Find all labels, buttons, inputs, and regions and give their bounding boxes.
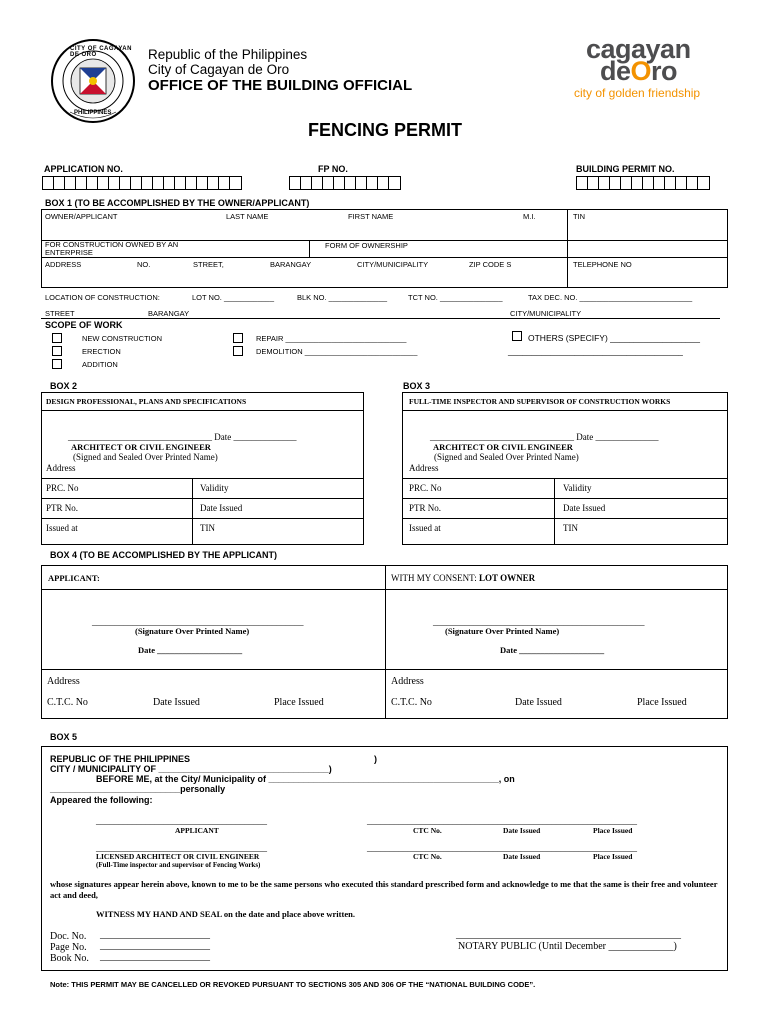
city-field-label: CITY/MUNICIPALITY bbox=[510, 309, 582, 318]
box5-date-issued-label: Date Issued bbox=[503, 826, 541, 835]
telephone-label: TELEPHONE NO bbox=[573, 260, 632, 269]
box2-role: ARCHITECT OR CIVIL ENGINEER bbox=[71, 442, 211, 452]
location-label: LOCATION OF CONSTRUCTION: bbox=[45, 293, 160, 302]
city-label: CITY/MUNICIPALITY bbox=[357, 260, 429, 269]
office-title: OFFICE OF THE BUILDING OFFICIAL bbox=[148, 77, 413, 94]
box3-validity-label: Validity bbox=[563, 483, 592, 493]
box5-republic: REPUBLIC OF THE PHILIPPINES bbox=[50, 754, 191, 764]
mi-label: M.I. bbox=[523, 212, 536, 221]
street-label: STREET, bbox=[193, 260, 224, 269]
erection-checkbox[interactable] bbox=[52, 346, 62, 356]
tin-field[interactable] bbox=[568, 222, 726, 239]
box5-whose-text: whose signatures appear herein above, known to me to be the same persons who executed this standard prescribed form and acknowledge to me that the same is their free and volunteer act and deed, bbox=[50, 879, 718, 900]
new-construction-label: NEW CONSTRUCTION bbox=[82, 334, 162, 343]
box3-date-issued-label: Date Issued bbox=[563, 503, 606, 513]
doc-no-line[interactable]: ______________________ bbox=[100, 929, 210, 940]
box3-label: BOX 3 bbox=[403, 381, 431, 391]
fp-no-cells[interactable] bbox=[289, 176, 401, 190]
box5-label: BOX 5 bbox=[50, 732, 78, 742]
box2-sign-line[interactable]: ________________________________ Date ______________ bbox=[68, 432, 297, 442]
box1-title: BOX 1 (TO BE ACCOMPLISHED BY THE OWNER/APPLICANT) bbox=[45, 198, 310, 208]
box5-personally[interactable]: __________________________personally bbox=[50, 784, 226, 794]
box2-ptr-label: PTR No. bbox=[46, 503, 79, 513]
addition-checkbox[interactable] bbox=[52, 359, 62, 369]
building-permit-no-label: BUILDING PERMIT NO. bbox=[576, 164, 675, 174]
box4-owner-place-issued-label: Place Issued bbox=[637, 697, 687, 708]
address-field[interactable] bbox=[42, 270, 566, 287]
tin-label: TIN bbox=[573, 212, 586, 221]
box2-prc-label: PRC. No bbox=[46, 483, 79, 493]
box5-licensed-sub: (Full-Time inspector and supervisor of Fencing Works) bbox=[96, 861, 261, 869]
box4-applicant-place-issued-label: Place Issued bbox=[274, 697, 324, 708]
barangay-label: BARANGAY bbox=[270, 260, 312, 269]
consent-label: WITH MY CONSENT: bbox=[391, 573, 477, 583]
box4-applicant-sig-label: (Signature Over Printed Name) bbox=[135, 626, 250, 636]
box5-city[interactable]: CITY / MUNICIPALITY OF __________________________________) bbox=[50, 764, 332, 774]
city-seal bbox=[50, 38, 136, 124]
repair-checkbox[interactable] bbox=[233, 333, 243, 343]
book-no-line[interactable]: ______________________ bbox=[100, 951, 210, 962]
cagayan-logo bbox=[570, 34, 730, 104]
last-name-label: LAST NAME bbox=[226, 212, 269, 221]
ownership-label: FORM OF OWNERSHIP bbox=[325, 241, 408, 250]
box5-licensed-label: LICENSED ARCHITECT OR CIVIL ENGINEER bbox=[96, 852, 260, 861]
box3-tin-label: TIN bbox=[563, 523, 578, 533]
address-label: ADDRESS bbox=[45, 260, 82, 269]
box2-label: BOX 2 bbox=[50, 381, 78, 391]
box3-signed-note: (Signed and Sealed Over Printed Name) bbox=[434, 452, 579, 462]
box4-title: BOX 4 (TO BE ACCOMPLISHED BY THE APPLICANT) bbox=[50, 550, 278, 560]
lot-no-field[interactable]: LOT NO. ____________ bbox=[192, 293, 275, 302]
others-line[interactable]: _____________________________________ bbox=[508, 346, 683, 356]
box5-licensed-ctc-line[interactable]: ____________________________________________________________ bbox=[367, 843, 637, 853]
box4-applicant-date-issued-label: Date Issued bbox=[153, 697, 200, 708]
building-permit-no-cells[interactable] bbox=[576, 176, 710, 190]
box5-licensed-line[interactable]: ______________________________________ bbox=[96, 843, 267, 853]
box5-ctc-label: CTC No. bbox=[413, 826, 442, 835]
first-name-label: FIRST NAME bbox=[348, 212, 394, 221]
box4-applicant-label: APPLICANT: bbox=[48, 573, 100, 583]
seal-bottom-text: PHILIPPINES bbox=[74, 110, 112, 116]
box2-signed-note: (Signed and Sealed Over Printed Name) bbox=[73, 452, 218, 462]
box2-date-issued-label: Date Issued bbox=[200, 503, 243, 513]
footer-note: Note: THIS PERMIT MAY BE CANCELLED OR REVOKED PURSUANT TO SECTIONS 305 AND 306 OF THE “NATIONAL BUILDING CODE”. bbox=[50, 980, 536, 989]
scope-of-work-label: SCOPE OF WORK bbox=[45, 320, 123, 330]
notary-public-label: NOTARY PUBLIC (Until December _____________) bbox=[458, 941, 677, 952]
box4-owner-date[interactable]: Date ____________________ bbox=[500, 645, 605, 655]
box4-owner-sig-line[interactable]: _______________________________________________ bbox=[433, 617, 645, 627]
box3-header: FULL-TIME INSPECTOR AND SUPERVISOR OF CONSTRUCTION WORKS bbox=[409, 397, 671, 406]
box4-owner-date-issued-label: Date Issued bbox=[515, 697, 562, 708]
logo-top-text: cagayan bbox=[586, 34, 691, 64]
logo-de-oro bbox=[600, 56, 677, 87]
erection-label: ERECTION bbox=[82, 347, 121, 356]
zip-label: ZIP CODE S bbox=[469, 260, 512, 269]
seal-text: CITY OF CAGAYAN DE ORO bbox=[70, 46, 132, 58]
doc-no-label: Doc. No. bbox=[50, 931, 87, 942]
box5-licensed-date-issued-label: Date Issued bbox=[503, 852, 541, 861]
application-no-label: APPLICATION NO. bbox=[44, 164, 123, 174]
owner-name-field[interactable] bbox=[42, 222, 566, 239]
repair-label: REPAIR _____________________________ bbox=[256, 334, 407, 343]
box4-applicant-sig-line[interactable]: _______________________________________________ bbox=[92, 617, 304, 627]
box2-header: DESIGN PROFESSIONAL, PLANS AND SPECIFICATIONS bbox=[46, 397, 247, 406]
owner-applicant-label: OWNER/APPLICANT bbox=[45, 212, 118, 221]
box5-applicant-ctc-line[interactable]: ____________________________________________________________ bbox=[367, 816, 637, 826]
box2-validity-label: Validity bbox=[200, 483, 229, 493]
box2-address-label: Address bbox=[46, 463, 76, 473]
demolition-checkbox[interactable] bbox=[233, 346, 243, 356]
box3-issued-at-label: Issued at bbox=[409, 523, 441, 533]
enterprise-label: FOR CONSTRUCTION OWNED BY AN ENTERPRISE bbox=[45, 240, 179, 257]
fp-no-label: FP NO. bbox=[318, 164, 348, 174]
box5-republic-paren: ) bbox=[374, 754, 377, 764]
book-no-label: Book No. bbox=[50, 953, 89, 964]
tct-no-field[interactable]: TCT NO. _______________ bbox=[408, 293, 503, 302]
logo-ro: ro bbox=[651, 56, 678, 86]
application-no-cells[interactable] bbox=[42, 176, 242, 190]
tax-dec-no-field[interactable]: TAX DEC. NO. ___________________________ bbox=[528, 293, 693, 302]
box4-consent-text bbox=[391, 573, 535, 583]
box3-role: ARCHITECT OR CIVIL ENGINEER bbox=[433, 442, 573, 452]
lot-owner-label: LOT OWNER bbox=[478, 573, 536, 583]
box3-sign-line[interactable]: ________________________________ Date ______________ bbox=[430, 432, 659, 442]
box5-appeared: Appeared the following: bbox=[50, 795, 153, 805]
others-checkbox[interactable] bbox=[512, 331, 522, 341]
blk-no-field[interactable]: BLK NO. ______________ bbox=[297, 293, 388, 302]
header-line-1: Republic of the Philippines bbox=[148, 47, 308, 62]
box4-applicant-date[interactable]: Date ____________________ bbox=[138, 645, 243, 655]
header-line-2: City of Cagayan de Oro bbox=[148, 62, 290, 77]
box3-address-label: Address bbox=[409, 463, 439, 473]
demolition-label: DEMOLITION ___________________________ bbox=[256, 347, 418, 356]
street-field-label: STREET bbox=[45, 309, 75, 318]
box4-owner-sig-label: (Signature Over Printed Name) bbox=[445, 626, 560, 636]
notary-line[interactable]: _____________________________________________ bbox=[456, 929, 681, 940]
new-construction-checkbox[interactable] bbox=[52, 333, 62, 343]
logo-de: de bbox=[600, 56, 631, 86]
box4-owner-ctc-label: C.T.C. No bbox=[391, 697, 432, 708]
box5-place-issued-label: Place Issued bbox=[593, 826, 633, 835]
box4-owner-address-label: Address bbox=[391, 676, 424, 687]
box3-ptr-label: PTR No. bbox=[409, 503, 442, 513]
box2-tin-label: TIN bbox=[200, 523, 215, 533]
box3-prc-label: PRC. No bbox=[409, 483, 442, 493]
box5-witness-text: WITNESS MY HAND AND SEAL on the date and place above written. bbox=[96, 909, 355, 919]
box5-licensed-ctc-label: CTC No. bbox=[413, 852, 442, 861]
page-no-label: Page No. bbox=[50, 942, 87, 953]
box2-issued-at-label: Issued at bbox=[46, 523, 78, 533]
box5-applicant-label: APPLICANT bbox=[175, 826, 219, 835]
box5-applicant-line[interactable]: ______________________________________ bbox=[96, 816, 267, 826]
box5-before-me[interactable]: BEFORE ME, at the City/ Municipality of ______________________________________________, on bbox=[96, 774, 515, 784]
logo-tagline: city of golden friendship bbox=[574, 86, 701, 100]
box4-applicant-ctc-label: C.T.C. No bbox=[47, 697, 88, 708]
page-no-line[interactable]: ______________________ bbox=[100, 940, 210, 951]
logo-o: O bbox=[630, 56, 652, 86]
telephone-field[interactable] bbox=[568, 270, 726, 287]
box5-licensed-place-issued-label: Place Issued bbox=[593, 852, 633, 861]
box4-applicant-address-label: Address bbox=[47, 676, 80, 687]
form-title: FENCING PERMIT bbox=[307, 120, 462, 140]
no-label: NO. bbox=[137, 260, 151, 269]
addition-label: ADDITION bbox=[82, 360, 118, 369]
others-label: OTHERS (SPECIFY) ___________________ bbox=[528, 333, 700, 343]
barangay-field-label: BARANGAY bbox=[148, 309, 190, 318]
